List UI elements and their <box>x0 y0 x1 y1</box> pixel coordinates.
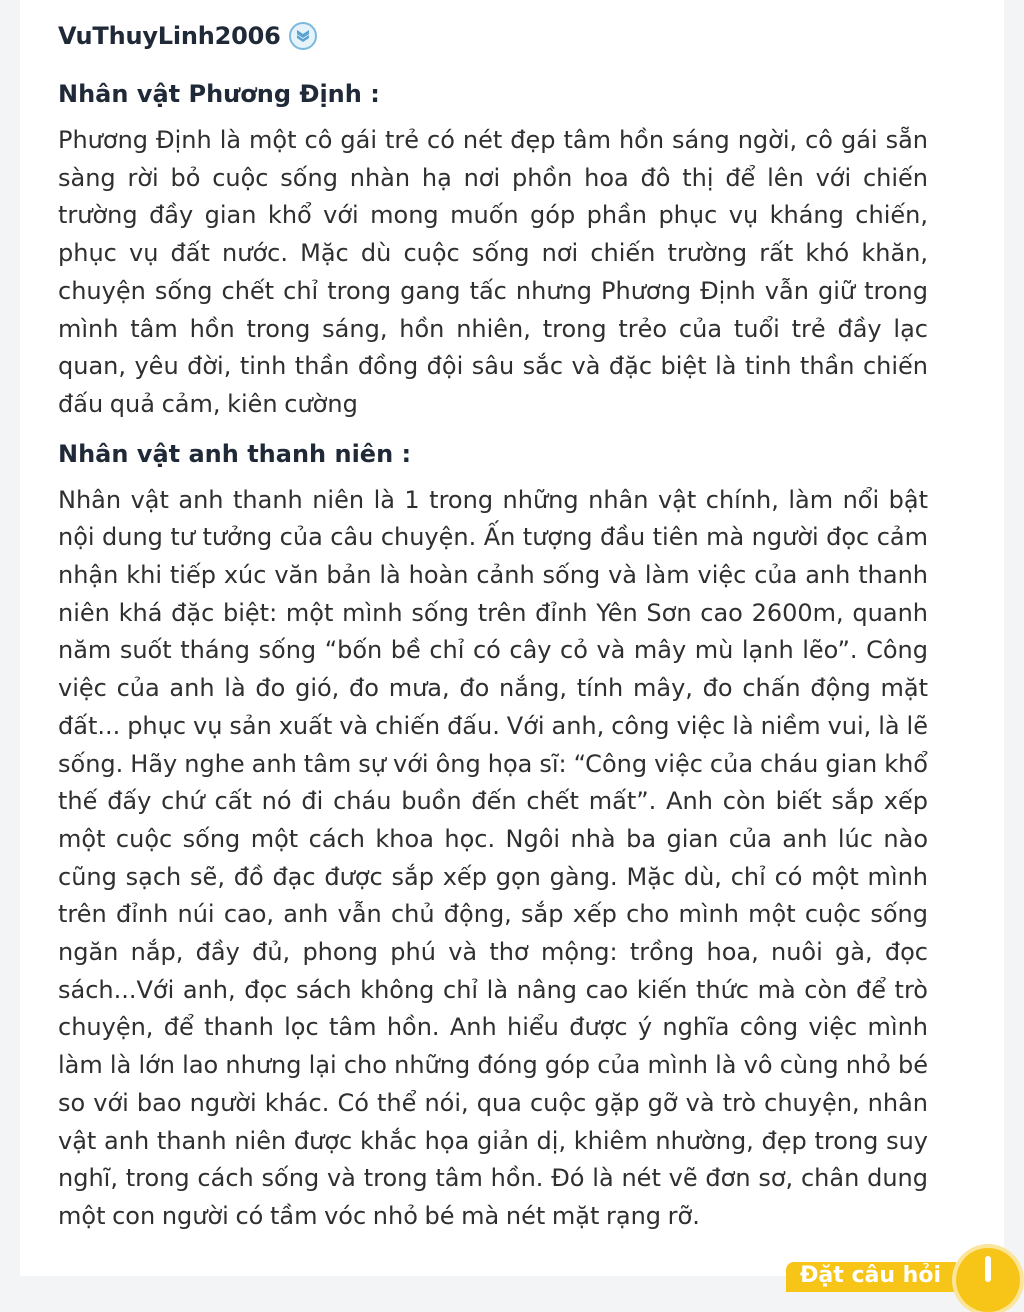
section-heading-thanh-nien: Nhân vật anh thanh niên : <box>58 439 412 468</box>
ask-question-button[interactable]: Đặt câu hỏi <box>786 1262 956 1292</box>
section-heading-phuong-dinh: Nhân vật Phương Định : <box>58 80 380 108</box>
info-icon <box>982 1256 994 1282</box>
section-body-thanh-nien: Nhân vật anh thanh niên là 1 trong những nhân vật chính, làm nổi bật nội dung tư tưởng của câu chuyện. Ấn tượng đầu tiên mà người đọc cảm nhận khi tiếp xúc văn bản là hoàn cảnh sống và làm việc của anh thanh niên khá đặc biệt: một mình sống trên đỉnh Yên Sơn cao 2600m, quanh năm suốt tháng sống “bốn bề chỉ có cây cỏ và mây mù lạnh lẽo”. Công việc của anh là đo gió, đo mưa, đo nắng, tính mây, đo chấn động mặt đất... phục vụ sản xuất và chiến đấu. Với anh, công việc là niềm vui, là lẽ sống. Hãy nghe anh tâm sự với ông họa sĩ: “Công việc của cháu gian khổ thế đấy chứ cất nó đi cháu buồn đến chết mất”. Anh còn biết sắp xếp một cuộc sống một cách khoa học. Ngôi nhà ba gian của anh lúc nào cũng sạch sẽ, đồ đạc được sắp xếp gọn gàng. Mặc dù, chỉ có một mình trên đỉnh núi cao, anh vẫn chủ động, sắp xếp cho mình một cuộc sống ngăn nắp, đầy đủ, phong phú và thơ mộng: trồng hoa, nuôi gà, đọc sách...Với anh, đọc sách không chỉ là nâng cao kiến thức mà còn để trò chuyện, để thanh lọc tâm hồn. Anh hiểu được ý nghĩa công việc mình làm là lớn lao nhưng lại cho những đóng góp của mình là vô cùng nhỏ bé so với bao người khác. Có thể nói, qua cuộc gặp gỡ và trò chuyện, nhân vật anh thanh niên được khắc họa giản dị, khiêm nhường, đẹp trong suy nghĩ, trong cách sống và trong tâm hồn. Đó là nét vẽ đơn sơ, chân dung một con người có tầm vóc nhỏ bé mà nét mặt rạng rỡ. <box>58 485 928 1230</box>
rank-badge-icon <box>289 22 317 50</box>
floating-action-button[interactable] <box>956 1248 1020 1312</box>
author-row <box>58 16 928 56</box>
author-name[interactable]: VuThuyLinh2006 <box>58 22 281 50</box>
section-body-phuong-dinh: Phương Định là một cô gái trẻ có nét đẹp tâm hồn sáng ngời, cô gái sẵn sàng rời bỏ cuộc sống nhàn hạ nơi phồn hoa đô thị để lên với chiến trường đầy gian khổ với mong muốn góp phần phục vụ kháng chiến, phục vụ đất nước. Mặc dù cuộc sống nơi chiến trường rất khó khăn, chuyện sống chết chỉ trong gang tấc nhưng Phương Định vẫn giữ trong mình tâm hồn trong sáng, hồn nhiên, trong trẻo của tuổi trẻ đầy lạc quan, yêu đời, tinh thần đồng đội sâu sắc và đặc biệt là tinh thần chiến đấu quả cảm, kiên cường <box>58 126 928 418</box>
answer-content <box>58 16 928 1246</box>
answer-card <box>20 0 1004 1276</box>
